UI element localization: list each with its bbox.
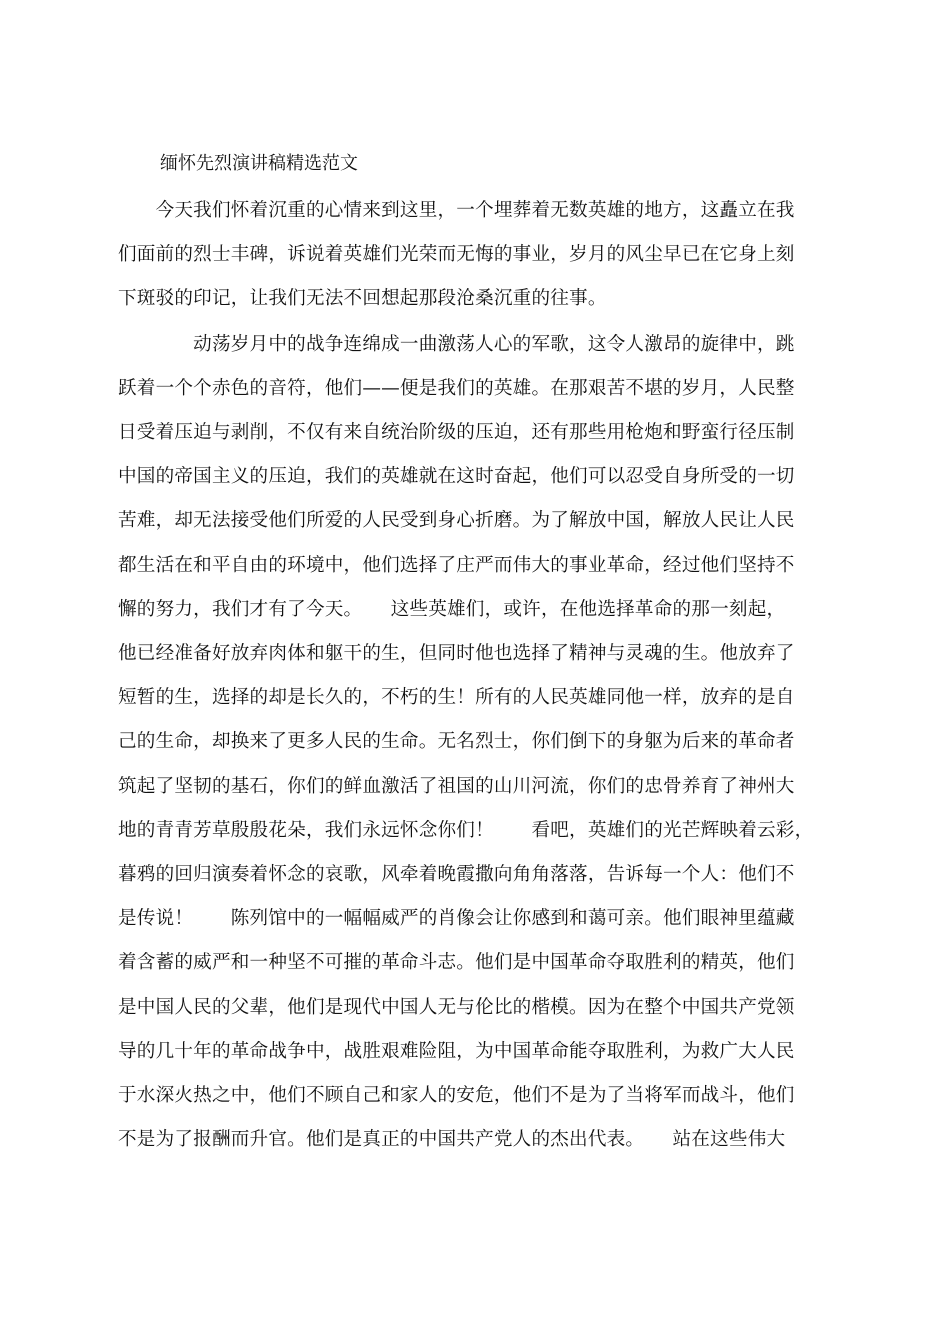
text-line: 苦难，却无法接受他们所爱的人民受到身心折磨。为了解放中国，解放人民让人民 [118,510,795,531]
text-line: 于水深火热之中，他们不顾自己和家人的安危，他们不是为了当将军而战斗，他们 [118,1085,795,1106]
text-line: 懈的努力，我们才有了今天。 这些英雄们，或许，在他选择革命的那一刻起， [118,599,786,620]
text-line: 地的青青芳草殷殷花朵，我们永远怀念你们！ 看吧，英雄们的光芒辉映着云彩， [118,820,814,841]
text-line: 下斑驳的印记，让我们无法不回想起那段沧桑沉重的往事。 [118,288,607,309]
text-line: 是传说！ 陈列馆中的一幅幅威严的肖像会让你感到和蔼可亲。他们眼神里蕴藏 [118,908,795,929]
text-line: 日受着压迫与剥削，不仅有来自统治阶级的压迫，还有那些用枪炮和野蛮行径压制 [118,422,795,443]
text-line: 是中国人民的父辈，他们是现代中国人无与伦比的楷模。因为在整个中国共产党领 [118,997,795,1018]
text-line: 筑起了坚韧的基石，你们的鲜血激活了祖国的山川河流，你们的忠骨养育了神州大 [118,776,795,797]
text-line: 己的生命，却换来了更多人民的生命。无名烈士，你们倒下的身躯为后来的革命者 [118,731,795,752]
text-line: 短暂的生，选择的却是长久的，不朽的生！所有的人民英雄同他一样，放弃的是自 [118,687,795,708]
text-line: 都生活在和平自由的环境中，他们选择了庄严而伟大的事业革命，经过他们坚持不 [118,555,795,576]
text-line: 导的几十年的革命战争中，战胜艰难险阻，为中国革命能夺取胜利，为救广大人民 [118,1041,795,1062]
text-line: 暮鸦的回归演奏着怀念的哀歌，风牵着晚霞撒向角角落落，告诉每一个人：他们不 [118,864,795,885]
text-line: 动荡岁月中的战争连绵成一曲激荡人心的军歌，这令人激昂的旋律中，跳 [118,334,795,355]
text-line: 着含蓄的威严和一种坚不可摧的革命斗志。他们是中国革命夺取胜利的精英，他们 [118,952,795,973]
text-line: 今天我们怀着沉重的心情来到这里，一个埋葬着无数英雄的地方，这矗立在我 [118,200,795,221]
text-line: 们面前的烈士丰碑，诉说着英雄们光荣而无悔的事业，岁月的风尘早已在它身上刻 [118,244,795,265]
text-line: 不是为了报酬而升官。他们是真正的中国共产党人的杰出代表。 站在这些伟大 [118,1129,786,1150]
text-line: 中国的帝国主义的压迫，我们的英雄就在这时奋起，他们可以忍受自身所受的一切 [118,466,795,487]
text-line: 他已经准备好放弃肉体和躯干的生，但同时他也选择了精神与灵魂的生。他放弃了 [118,643,795,664]
text-line: 跃着一个个赤色的音符，他们——便是我们的英雄。在那艰苦不堪的岁月，人民整 [118,378,795,399]
document-title: 缅怀先烈演讲稿精选范文 [160,153,358,174]
